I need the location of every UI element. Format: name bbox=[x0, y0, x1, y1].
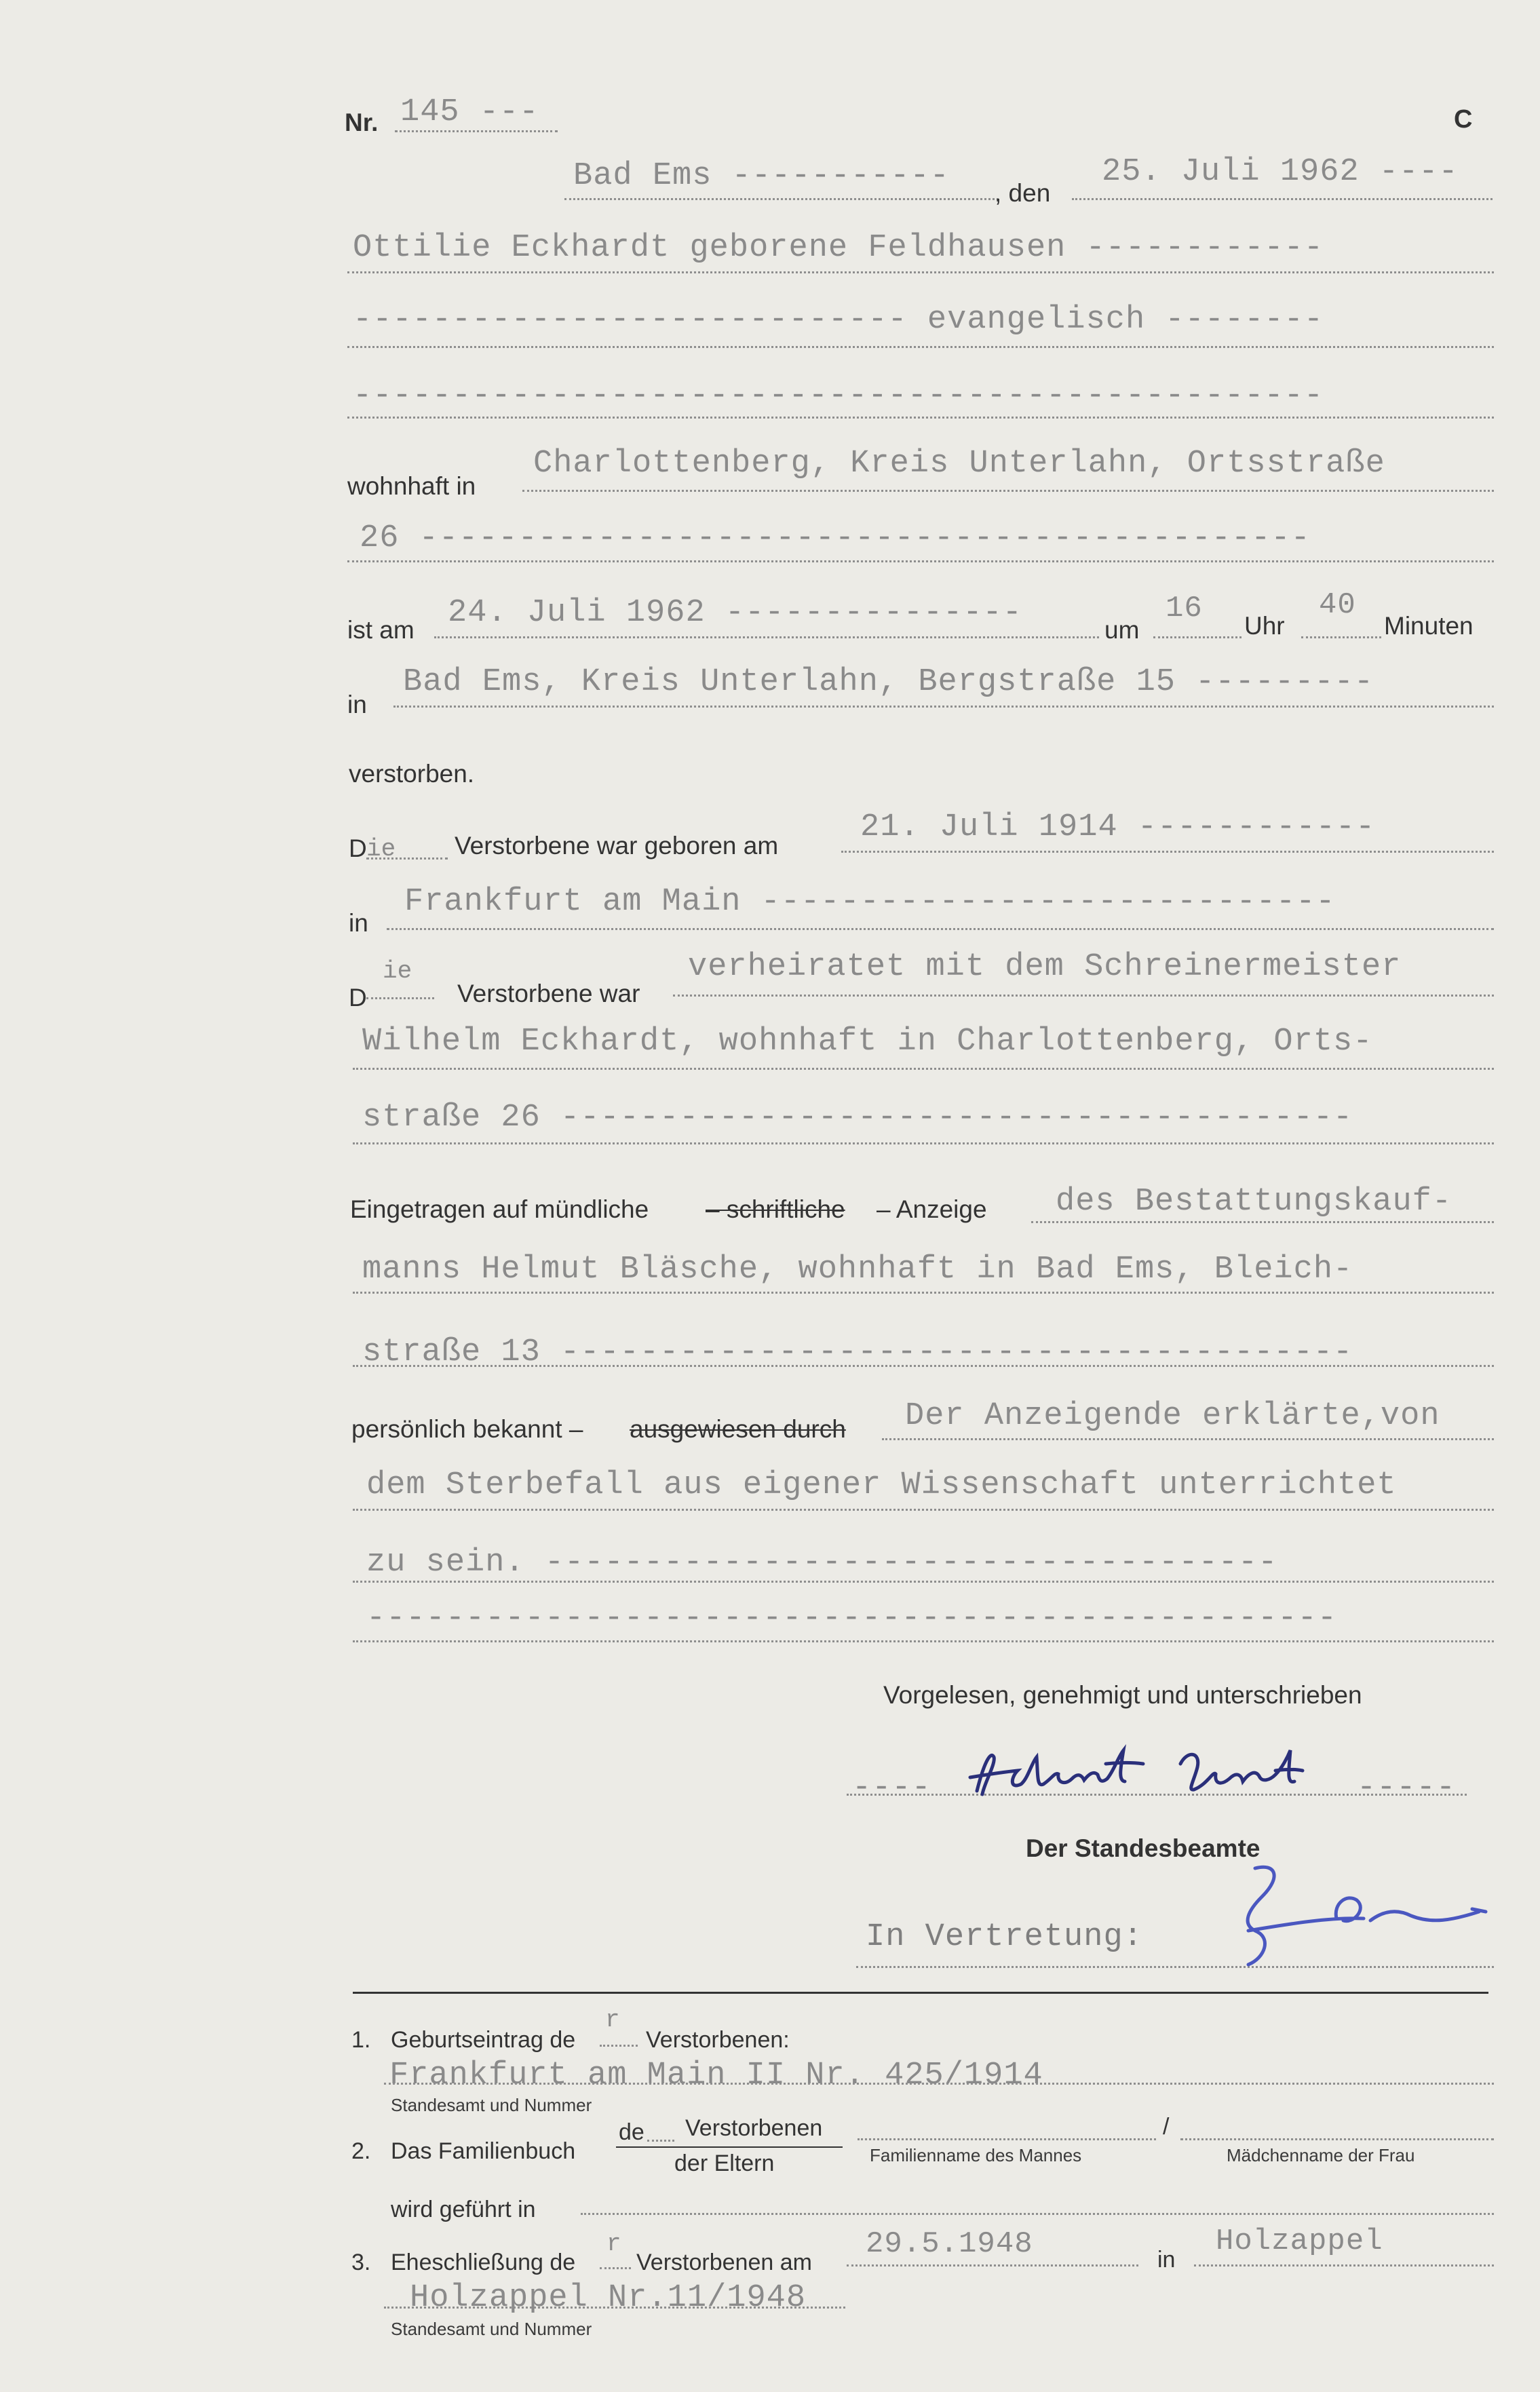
religion-underline bbox=[347, 346, 1494, 348]
marriage-date: 29.5.1948 bbox=[866, 2227, 1033, 2261]
footnote-1-sup-line bbox=[600, 2045, 638, 2047]
registration-label-a: Eingetragen auf mündliche bbox=[350, 1195, 649, 1223]
footnote-2-fraction-line bbox=[616, 2146, 843, 2148]
nr-line bbox=[395, 130, 558, 132]
born-label: Verstorbene war geboren am bbox=[455, 832, 779, 860]
maiden-name-line bbox=[1180, 2138, 1494, 2140]
standesamt-label-2: Standesamt und Nummer bbox=[391, 2319, 592, 2339]
husband-name-label: Familienname des Mannes bbox=[870, 2145, 1082, 2165]
known-line-4: ------------------------------------------------- bbox=[366, 1600, 1338, 1636]
kept-in-label: wird geführt in bbox=[391, 2197, 536, 2222]
status-d-suffix: ie bbox=[383, 957, 412, 985]
footnote-3-line bbox=[384, 2307, 845, 2309]
birth-in-label: in bbox=[349, 909, 368, 937]
birth-d-label: D bbox=[349, 834, 367, 862]
place-line bbox=[564, 198, 999, 200]
family-name-line bbox=[858, 2138, 1156, 2140]
footnote-3-label-a: Eheschließung de bbox=[391, 2250, 576, 2275]
residence-line-1: Charlottenberg, Kreis Unterlahn, Ortsstraße bbox=[533, 446, 1385, 482]
death-date: 24. Juli 1962 --------------- bbox=[448, 595, 1022, 631]
known-line-1: Der Anzeigende erklärte,von bbox=[905, 1398, 1440, 1434]
footnote-1-line bbox=[384, 2083, 1494, 2085]
blank-underline bbox=[347, 417, 1494, 419]
maiden-name-label: Mädchenname der Frau bbox=[1227, 2145, 1415, 2165]
birth-place: Frankfurt am Main ----------------------------- bbox=[404, 884, 1336, 920]
deputy-signature bbox=[1208, 1856, 1520, 1978]
status-underline-1 bbox=[673, 995, 1494, 997]
footnote-3-sup-line bbox=[600, 2267, 631, 2269]
known-underline-1 bbox=[882, 1438, 1494, 1440]
standesamt-label-1: Standesamt und Nummer bbox=[391, 2095, 592, 2115]
footnote-2-de-line bbox=[647, 2140, 674, 2142]
registration-underline-2 bbox=[353, 1292, 1494, 1294]
death-hour: 16 bbox=[1166, 592, 1203, 625]
registration-line-3: straße 13 ---------------------------------------- bbox=[362, 1334, 1353, 1370]
footnote-2-verstorbenen: Verstorbenen bbox=[685, 2115, 823, 2141]
deceased-name: Ottilie Eckhardt geborene Feldhausen ------------ bbox=[353, 230, 1324, 266]
birth-date: 21. Juli 1914 ------------ bbox=[860, 809, 1376, 845]
verstorben-label: verstorben. bbox=[349, 760, 475, 788]
marriage-place-line bbox=[1194, 2264, 1494, 2266]
known-line-2: dem Sterbefall aus eigener Wissenschaft unterrichtet bbox=[366, 1467, 1397, 1503]
known-underline-2 bbox=[353, 1509, 1494, 1511]
registration-label-b: – Anzeige bbox=[877, 1195, 987, 1223]
footnote-2-eltern: der Eltern bbox=[674, 2150, 775, 2176]
status-d-line bbox=[366, 997, 434, 999]
footnote-2-label: Das Familienbuch bbox=[391, 2138, 576, 2164]
known-label-struck: ausgewiesen durch bbox=[630, 1415, 846, 1443]
footnote-3-in: in bbox=[1157, 2247, 1176, 2273]
status-label: Verstorbene war bbox=[457, 980, 640, 1007]
known-line-3: zu sein. ------------------------------------- bbox=[366, 1545, 1278, 1581]
registration-underline-3 bbox=[353, 1365, 1494, 1367]
status-underline-2 bbox=[353, 1068, 1494, 1070]
known-underline-3 bbox=[353, 1581, 1494, 1583]
status-underline-3 bbox=[353, 1142, 1494, 1144]
marriage-register-entry: Holzappel Nr.11/1948 bbox=[410, 2280, 807, 2316]
footnote-1-number: 1. bbox=[351, 2027, 371, 2053]
death-place: Bad Ems, Kreis Unterlahn, Bergstraße 15 --------- bbox=[403, 664, 1374, 700]
known-underline-4 bbox=[353, 1640, 1494, 1642]
status-line-3: straße 26 ---------------------------------------- bbox=[362, 1100, 1353, 1136]
footnote-1-label-b: Verstorbenen: bbox=[646, 2027, 790, 2053]
official-signature bbox=[963, 1737, 1357, 1811]
birth-register-entry: Frankfurt am Main II Nr. 425/1914 bbox=[389, 2058, 1043, 2094]
registration-line-1: des Bestattungskauf- bbox=[1056, 1184, 1452, 1220]
death-in-label: in bbox=[347, 691, 367, 718]
official-label: Der Standesbeamte bbox=[1026, 1834, 1260, 1862]
registry-date: 25. Juli 1962 ---- bbox=[1102, 154, 1459, 190]
blank-line: ------------------------------------------------- bbox=[353, 378, 1324, 414]
death-date-line bbox=[434, 636, 1099, 638]
birth-d-line bbox=[366, 857, 448, 860]
known-label: persönlich bekannt – bbox=[351, 1415, 583, 1443]
ist-am-label: ist am bbox=[347, 616, 415, 644]
signature-dash-left: ---- bbox=[852, 1770, 931, 1806]
minuten-label: Minuten bbox=[1384, 612, 1474, 640]
nr-label: Nr. bbox=[345, 109, 379, 136]
residence-underline-1 bbox=[522, 490, 1494, 492]
birth-d-suffix: ie bbox=[366, 835, 396, 863]
wohnhaft-label: wohnhaft in bbox=[347, 472, 476, 500]
footnote-3-label-b: Verstorbenen am bbox=[636, 2250, 812, 2275]
registry-place: Bad Ems ----------- bbox=[573, 158, 950, 194]
footnote-2-slash: / bbox=[1163, 2114, 1170, 2140]
death-place-line bbox=[393, 706, 1494, 708]
birth-place-line bbox=[387, 928, 1494, 930]
footnote-2-number: 2. bbox=[351, 2138, 371, 2164]
status-line-2: Wilhelm Eckhardt, wohnhaft in Charlottenberg, Orts- bbox=[362, 1024, 1373, 1060]
registration-underline-1 bbox=[1031, 1221, 1494, 1223]
footnote-3-sup: r bbox=[607, 2230, 621, 2258]
registration-line-2: manns Helmut Bläsche, wohnhaft in Bad Ems, Bleich- bbox=[362, 1252, 1353, 1288]
um-label: um bbox=[1104, 616, 1140, 644]
corner-letter: C bbox=[1454, 105, 1473, 134]
death-minutes: 40 bbox=[1319, 588, 1356, 622]
hour-line bbox=[1153, 636, 1241, 638]
uhr-label: Uhr bbox=[1244, 612, 1285, 640]
signature-dash-right: ----- bbox=[1357, 1770, 1457, 1806]
marriage-place: Holzappel bbox=[1216, 2224, 1383, 2258]
birth-date-line bbox=[841, 851, 1494, 853]
date-line bbox=[1072, 198, 1493, 200]
residence-underline-2 bbox=[347, 560, 1494, 562]
minutes-line bbox=[1301, 636, 1381, 638]
residence-line-2: 26 --------------------------------------------- bbox=[360, 520, 1311, 556]
religion-line: ---------------------------- evangelisch -------- bbox=[353, 302, 1324, 338]
footnote-3-number: 3. bbox=[351, 2250, 371, 2275]
footnote-separator bbox=[353, 1992, 1488, 1994]
deputy-label: In Vertretung: bbox=[866, 1919, 1143, 1955]
entry-number: 145 --- bbox=[400, 94, 539, 130]
footnote-1-sup: r bbox=[605, 2006, 620, 2034]
den-label: , den bbox=[995, 179, 1051, 207]
footnote-1-label-a: Geburtseintrag de bbox=[391, 2027, 576, 2053]
marriage-date-line bbox=[847, 2264, 1138, 2266]
status-d-label: D bbox=[349, 984, 367, 1011]
status-line-1: verheiratet mit dem Schreinermeister bbox=[688, 949, 1402, 985]
read-approved-label: Vorgelesen, genehmigt und unterschrieben bbox=[883, 1681, 1362, 1709]
registration-label-struck: – schriftliche bbox=[706, 1195, 845, 1223]
kept-in-line bbox=[581, 2213, 1494, 2215]
name-line bbox=[347, 271, 1494, 273]
footnote-2-de: de bbox=[619, 2119, 644, 2145]
